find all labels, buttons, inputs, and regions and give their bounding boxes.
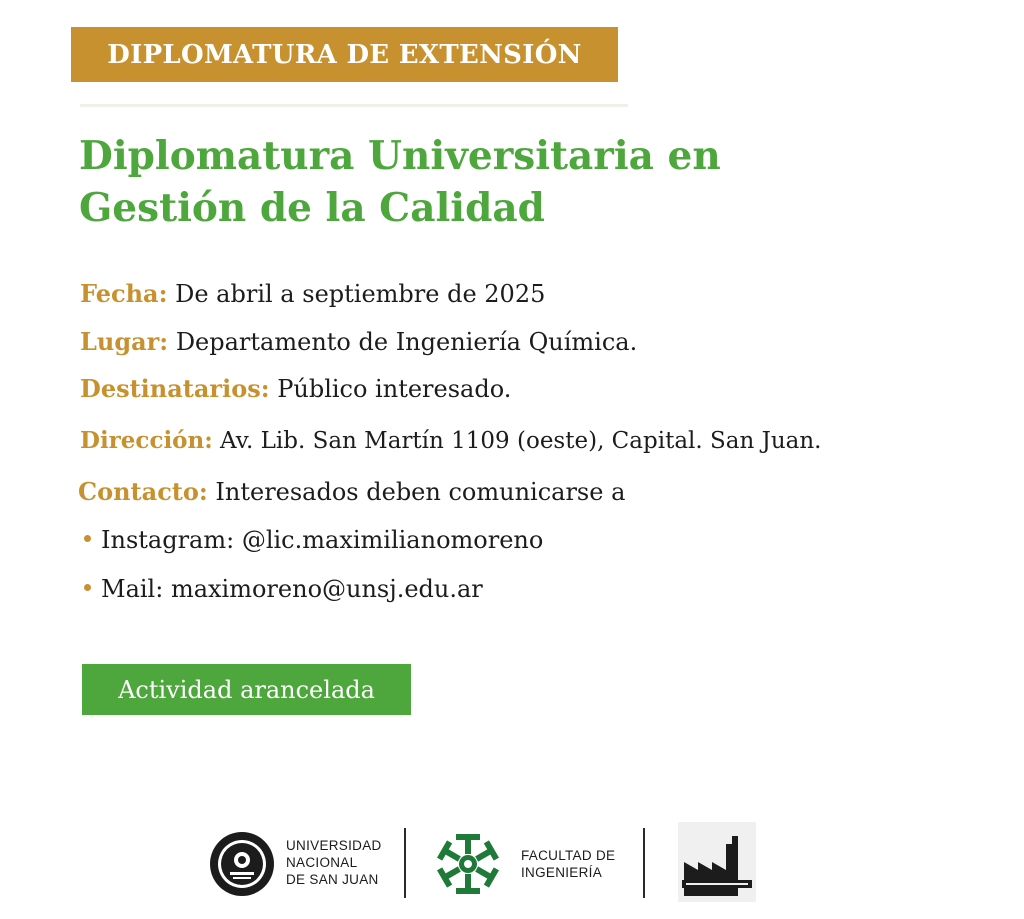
detail-value: De abril a septiembre de 2025 xyxy=(175,280,546,308)
detail-value: Público interesado. xyxy=(277,375,512,403)
detail-lugar xyxy=(80,326,637,358)
unsj-logo-text xyxy=(286,837,396,888)
title-line-1: Diplomatura Universitaria en xyxy=(79,133,721,179)
detail-label: Dirección: xyxy=(80,427,213,454)
fi-line-2: INGENIERÍA xyxy=(521,865,603,880)
detail-label: Destinatarios: xyxy=(80,374,270,403)
footer-logos xyxy=(0,810,1024,910)
fi-logo-text xyxy=(521,847,631,881)
detail-direccion xyxy=(80,425,821,457)
detail-value: Av. Lib. San Martín 1109 (oeste), Capital. San Juan. xyxy=(220,428,822,454)
bullet-icon xyxy=(84,535,91,542)
fi-line-1: FACULTAD DE xyxy=(521,848,616,863)
fee-badge-label: Actividad arancelada xyxy=(118,675,375,704)
detail-contacto xyxy=(78,476,625,508)
contact-instagram xyxy=(84,524,543,556)
title-line-2: Gestión de la Calidad xyxy=(79,185,545,231)
unsj-line-2: NACIONAL xyxy=(286,855,358,870)
unsj-line-3: DE SAN JUAN xyxy=(286,872,379,887)
bullet-icon xyxy=(84,584,91,591)
detail-label: Lugar: xyxy=(80,327,169,356)
contact-mail xyxy=(84,573,483,605)
unsj-line-1: UNIVERSIDAD xyxy=(286,838,382,853)
detail-value: Departamento de Ingeniería Química. xyxy=(175,328,638,356)
logo-separator xyxy=(643,828,645,898)
detail-label: Contacto: xyxy=(78,477,208,506)
unsj-seal-icon xyxy=(208,830,276,898)
category-banner xyxy=(71,27,618,82)
page-title xyxy=(79,130,979,234)
fi-logo-icon xyxy=(432,830,504,898)
detail-label: Fecha: xyxy=(80,279,168,308)
detail-value: Interesados deben comunicarse a xyxy=(215,478,626,506)
divider xyxy=(80,104,628,107)
detail-destinatarios xyxy=(80,373,511,405)
logo-separator xyxy=(404,828,406,898)
fee-badge xyxy=(82,664,411,715)
category-label: DIPLOMATURA DE EXTENSIÓN xyxy=(107,39,582,70)
contact-text[interactable]: Mail: maximoreno@unsj.edu.ar xyxy=(101,575,483,603)
factory-icon xyxy=(678,822,756,902)
contact-text[interactable]: Instagram: @lic.maximilianomoreno xyxy=(101,526,544,554)
detail-fecha xyxy=(80,278,545,310)
